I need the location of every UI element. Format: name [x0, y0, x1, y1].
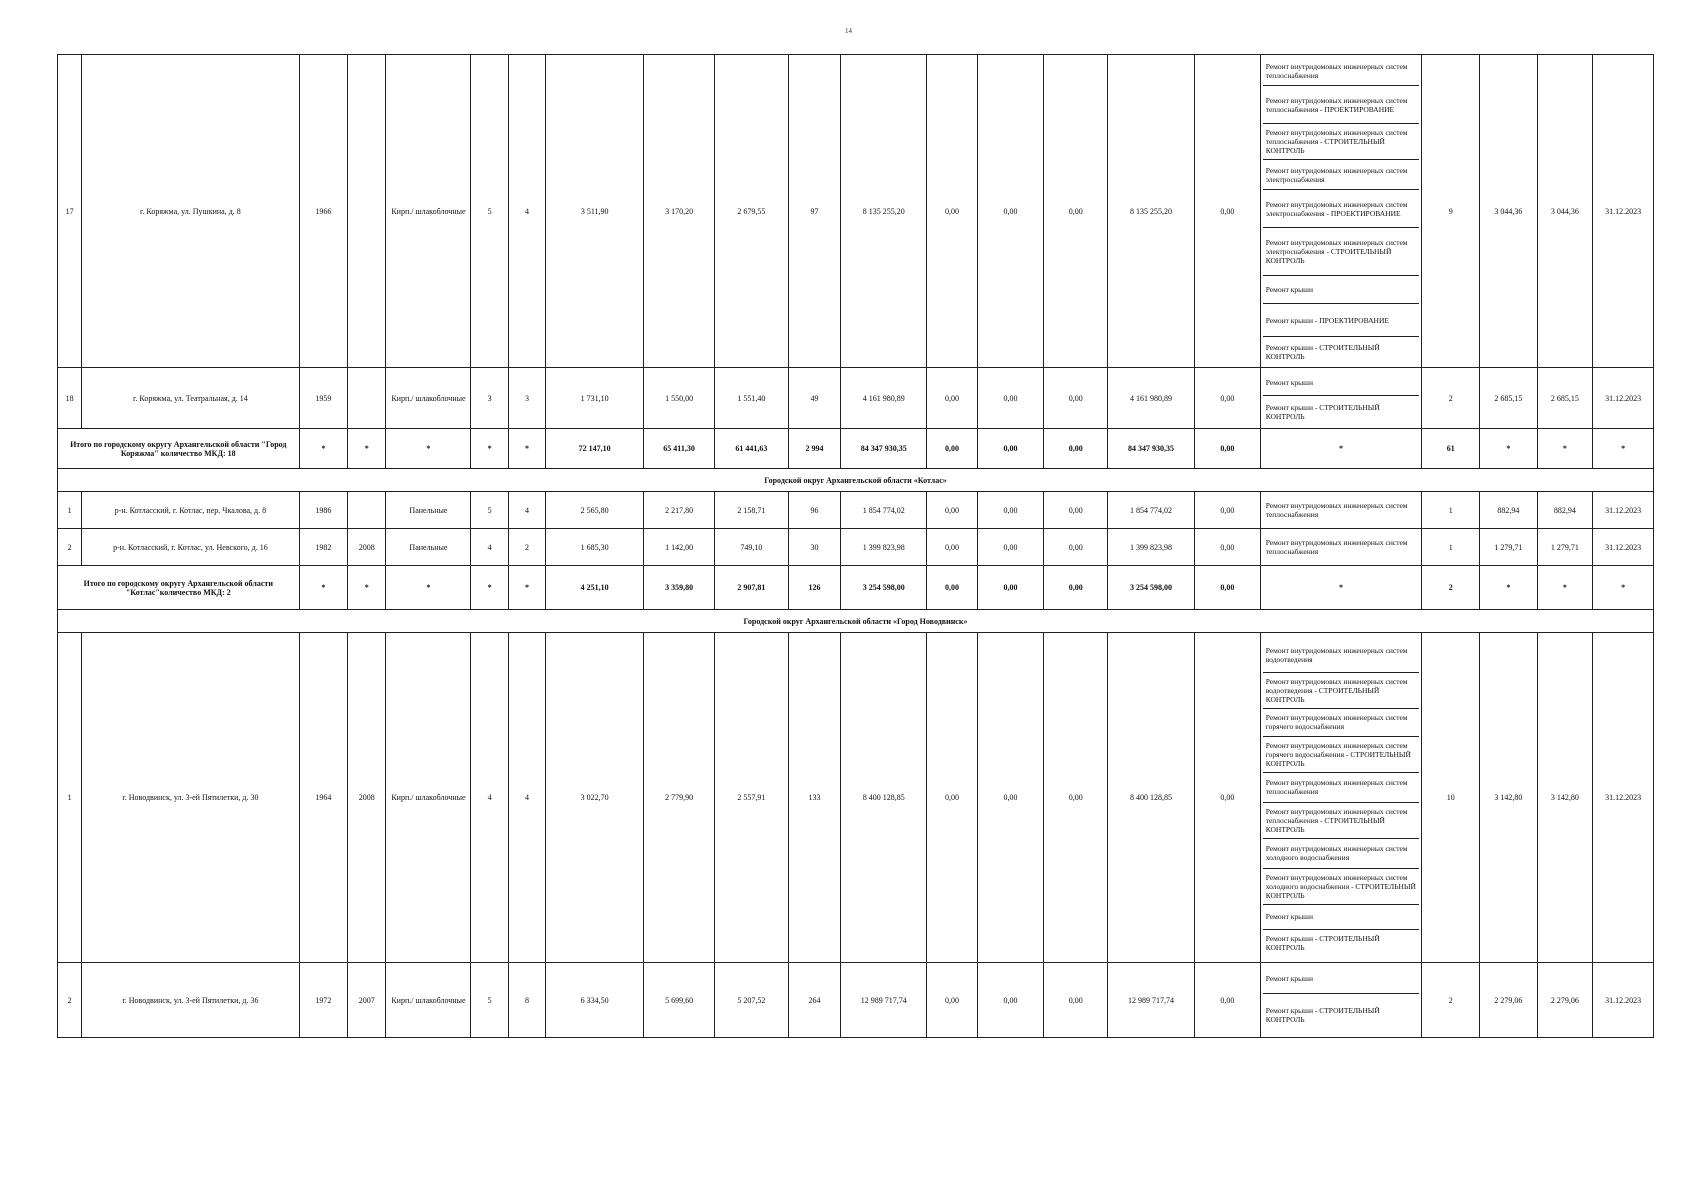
work-types-list [1263, 56, 1420, 366]
work-type-item [1263, 304, 1420, 337]
total-placeholder: * [299, 429, 348, 469]
total-deadline: * [1593, 429, 1654, 469]
fund-other: 0,00 [1195, 963, 1261, 1038]
floors-count: 4 [471, 633, 508, 963]
area-premises: 1 550,00 [644, 368, 715, 429]
total-area-total: 4 251,10 [546, 566, 644, 610]
work-type-item [1263, 773, 1420, 803]
fund-other: 0,00 [1195, 368, 1261, 429]
row-number: 1 [58, 492, 82, 529]
fund-subject: 0,00 [977, 529, 1044, 566]
unit-cost-limit: 3 044,36 [1537, 55, 1593, 368]
house-address: р-н. Котласский, г. Котлас, пер. Чкалова, д. 8 [82, 492, 299, 529]
wall-material: Панельные [386, 492, 471, 529]
work-type-item [1263, 160, 1420, 190]
work-type-label: Ремонт крыши - СТРОИТЕЛЬНЫЙ КОНТРОЛЬ [1265, 934, 1380, 952]
fund-owners: 12 989 717,74 [1108, 963, 1195, 1038]
work-types-list [1263, 964, 1420, 1036]
area-total: 3 022,70 [546, 633, 644, 963]
work-type-item [1263, 530, 1420, 564]
work-type-item [1263, 905, 1420, 930]
area-residential: 1 551,40 [714, 368, 788, 429]
work-type-label: Ремонт крыши - СТРОИТЕЛЬНЫЙ КОНТРОЛЬ [1265, 342, 1380, 361]
total-fund-other: 0,00 [1195, 566, 1261, 610]
work-type-label: Ремонт крыши [1265, 285, 1313, 294]
works-count: 2 [1422, 368, 1480, 429]
unit-cost-limit: 3 142,80 [1537, 633, 1593, 963]
total-row [58, 429, 1654, 469]
work-type-label: Ремонт внутридомовых инженерных систем водоотведения [1265, 646, 1408, 664]
total-area-premises: 65 411,30 [644, 429, 715, 469]
fund-owners: 1 399 823,98 [1108, 529, 1195, 566]
total-fund-fkr: 0,00 [927, 566, 978, 610]
house-row [58, 963, 1654, 1038]
work-type-label: Ремонт внутридомовых инженерных систем теплоснабжения - СТРОИТЕЛЬНЫЙ КОНТРОЛЬ [1265, 128, 1408, 155]
work-type-item [1263, 639, 1420, 673]
deadline: 31.12.2023 [1593, 529, 1654, 566]
work-type-label: Ремонт внутридомовых инженерных систем холодного водоснабжения [1265, 844, 1408, 862]
work-type-label: Ремонт внутридомовых инженерных систем холодного водоснабжения - СТРОИТЕЛЬНЫЙ КОНТРОЛЬ [1265, 872, 1416, 900]
fund-fkr: 0,00 [927, 633, 978, 963]
total-fund-local: 0,00 [1044, 429, 1108, 469]
year-built: 1966 [299, 55, 348, 368]
cost-total: 8 135 255,20 [841, 55, 927, 368]
fund-local: 0,00 [1044, 492, 1108, 529]
works-count: 1 [1422, 529, 1480, 566]
work-type-label: Ремонт внутридомовых инженерных систем электроснабжения - СТРОИТЕЛЬНЫЙ КОНТРОЛЬ [1265, 238, 1408, 265]
total-fund-other: 0,00 [1195, 429, 1261, 469]
total-label: Итого по городскому округу Архангельской области "Котлас"количество МКД: 2 [58, 566, 300, 610]
floors-count: 5 [471, 963, 508, 1038]
fund-fkr: 0,00 [927, 529, 978, 566]
year-reconstruction: 2007 [348, 963, 386, 1038]
fund-local: 0,00 [1044, 963, 1108, 1038]
work-type-label: Ремонт внутридомовых инженерных систем теплоснабжения [1265, 778, 1408, 796]
fund-other: 0,00 [1195, 492, 1261, 529]
total-works-mark: * [1260, 566, 1422, 610]
total-placeholder: * [386, 566, 471, 610]
unit-cost: 3 142,80 [1480, 633, 1538, 963]
fund-owners: 8 400 128,85 [1108, 633, 1195, 963]
floors-count: 5 [471, 492, 508, 529]
total-cost-total: 3 254 598,00 [841, 566, 927, 610]
deadline: 31.12.2023 [1593, 963, 1654, 1038]
work-type-item [1263, 673, 1420, 709]
fund-local: 0,00 [1044, 368, 1108, 429]
fund-owners: 1 854 774,02 [1108, 492, 1195, 529]
wall-material: Кирп./ шлакоблочные [386, 963, 471, 1038]
total-placeholder: * [348, 429, 386, 469]
total-deadline: * [1593, 566, 1654, 610]
area-residential: 2 158,71 [714, 492, 788, 529]
total-fund-owners: 3 254 598,00 [1108, 566, 1195, 610]
work-type-label: Ремонт внутридомовых инженерных систем теплоснабжения [1265, 61, 1408, 80]
residents-count: 97 [788, 55, 841, 368]
fund-owners: 8 135 255,20 [1108, 55, 1195, 368]
work-types-list [1263, 639, 1420, 957]
work-type-label: Ремонт внутридомовых инженерных систем теплоснабжения [1265, 538, 1408, 556]
total-area-residential: 2 907,81 [714, 566, 788, 610]
residents-count: 49 [788, 368, 841, 429]
fund-fkr: 0,00 [927, 55, 978, 368]
row-number: 18 [58, 368, 82, 429]
fund-subject: 0,00 [977, 963, 1044, 1038]
work-types-cell [1260, 368, 1422, 429]
fund-other: 0,00 [1195, 55, 1261, 368]
work-type-label: Ремонт крыши - СТРОИТЕЛЬНЫЙ КОНТРОЛЬ [1265, 1006, 1380, 1024]
wall-material: Кирп./ шлакоблочные [386, 633, 471, 963]
cost-total: 8 400 128,85 [841, 633, 927, 963]
wall-material: Кирп./ шлакоблочные [386, 368, 471, 429]
fund-fkr: 0,00 [927, 492, 978, 529]
area-residential: 5 207,52 [714, 963, 788, 1038]
work-type-label: Ремонт внутридомовых инженерных систем теплоснабжения [1265, 501, 1408, 519]
work-types-list [1263, 530, 1420, 564]
house-row [58, 492, 1654, 529]
unit-cost: 3 044,36 [1480, 55, 1538, 368]
work-types-cell [1260, 492, 1422, 529]
wall-material: Панельные [386, 529, 471, 566]
area-residential: 2 557,91 [714, 633, 788, 963]
year-built: 1964 [299, 633, 348, 963]
fund-subject: 0,00 [977, 368, 1044, 429]
work-type-item [1263, 396, 1420, 427]
work-type-item [1263, 994, 1420, 1036]
work-type-item [1263, 493, 1420, 527]
unit-cost-limit: 2 685,15 [1537, 368, 1593, 429]
year-reconstruction [348, 55, 386, 368]
unit-cost: 2 279,06 [1480, 963, 1538, 1038]
total-placeholder: * [471, 566, 508, 610]
row-number: 2 [58, 529, 82, 566]
work-type-item [1263, 56, 1420, 86]
area-premises: 2 779,90 [644, 633, 715, 963]
total-cost-total: 84 347 930,35 [841, 429, 927, 469]
area-total: 3 511,90 [546, 55, 644, 368]
fund-subject: 0,00 [977, 55, 1044, 368]
total-fund-owners: 84 347 930,35 [1108, 429, 1195, 469]
area-premises: 5 699,60 [644, 963, 715, 1038]
area-total: 2 565,80 [546, 492, 644, 529]
work-type-label: Ремонт внутридомовых инженерных систем электроснабжения [1265, 165, 1408, 184]
total-fund-subject: 0,00 [977, 566, 1044, 610]
residents-count: 133 [788, 633, 841, 963]
floors-count: 4 [471, 529, 508, 566]
house-row [58, 529, 1654, 566]
total-unit-cost-limit: * [1537, 429, 1593, 469]
work-type-item [1263, 930, 1420, 957]
works-count: 9 [1422, 55, 1480, 368]
work-type-label: Ремонт крыши [1265, 912, 1313, 921]
work-type-item [1263, 803, 1420, 839]
total-placeholder: * [508, 429, 545, 469]
unit-cost-limit: 2 279,06 [1537, 963, 1593, 1038]
total-fund-subject: 0,00 [977, 429, 1044, 469]
work-type-item [1263, 337, 1420, 366]
year-built: 1986 [299, 492, 348, 529]
work-types-cell [1260, 963, 1422, 1038]
total-placeholder: * [471, 429, 508, 469]
work-type-item [1263, 709, 1420, 737]
fund-other: 0,00 [1195, 529, 1261, 566]
work-type-label: Ремонт внутридомовых инженерных систем горячего водоснабжения - СТРОИТЕЛЬНЫЙ КОНТРОЛЬ [1265, 740, 1411, 768]
area-total: 1 731,10 [546, 368, 644, 429]
cost-total: 1 399 823,98 [841, 529, 927, 566]
year-built: 1959 [299, 368, 348, 429]
work-type-item [1263, 369, 1420, 396]
total-residents: 2 994 [788, 429, 841, 469]
page-number: 14 [845, 27, 852, 35]
work-type-label: Ремонт крыши - ПРОЕКТИРОВАНИЕ [1265, 315, 1389, 325]
area-premises: 1 142,00 [644, 529, 715, 566]
cost-total: 1 854 774,02 [841, 492, 927, 529]
cost-total: 4 161 980,89 [841, 368, 927, 429]
section-header-row [58, 610, 1654, 633]
year-reconstruction [348, 368, 386, 429]
wall-material: Кирп./ шлакоблочные [386, 55, 471, 368]
work-type-item [1263, 228, 1420, 276]
work-type-item [1263, 86, 1420, 124]
unit-cost-limit: 882,94 [1537, 492, 1593, 529]
works-count: 1 [1422, 492, 1480, 529]
deadline: 31.12.2023 [1593, 368, 1654, 429]
total-placeholder: * [386, 429, 471, 469]
area-total: 1 685,30 [546, 529, 644, 566]
fund-subject: 0,00 [977, 633, 1044, 963]
area-total: 6 334,50 [546, 963, 644, 1038]
work-type-item [1263, 276, 1420, 304]
floors-count: 3 [471, 368, 508, 429]
entrances-count: 4 [508, 55, 545, 368]
unit-cost-limit: 1 279,71 [1537, 529, 1593, 566]
total-works-count: 2 [1422, 566, 1480, 610]
work-type-label: Ремонт крыши - СТРОИТЕЛЬНЫЙ КОНТРОЛЬ [1265, 402, 1380, 421]
house-address: г. Новодвинск, ул. 3-ей Пятилетки, д. 36 [82, 963, 299, 1038]
entrances-count: 4 [508, 492, 545, 529]
residents-count: 96 [788, 492, 841, 529]
entrances-count: 3 [508, 368, 545, 429]
work-types-list [1263, 369, 1420, 427]
row-number: 1 [58, 633, 82, 963]
total-placeholder: * [299, 566, 348, 610]
work-type-label: Ремонт внутридомовых инженерных систем горячего водоснабжения [1265, 713, 1408, 731]
residents-count: 264 [788, 963, 841, 1038]
total-fund-local: 0,00 [1044, 566, 1108, 610]
year-reconstruction: 2008 [348, 529, 386, 566]
total-label: Итого по городскому округу Архангельской области "Город Коряжма" количество МКД: 18 [58, 429, 300, 469]
works-count: 10 [1422, 633, 1480, 963]
house-address: р-н. Котласский, г. Котлас, ул. Невского, д. 16 [82, 529, 299, 566]
entrances-count: 4 [508, 633, 545, 963]
fund-local: 0,00 [1044, 55, 1108, 368]
cost-total: 12 989 717,74 [841, 963, 927, 1038]
area-residential: 749,10 [714, 529, 788, 566]
register-body [58, 55, 1654, 1038]
work-type-label: Ремонт внутридомовых инженерных систем водоотведения - СТРОИТЕЛЬНЫЙ КОНТРОЛЬ [1265, 676, 1408, 704]
year-built: 1982 [299, 529, 348, 566]
works-count: 2 [1422, 963, 1480, 1038]
work-type-label: Ремонт внутридомовых инженерных систем теплоснабжения - ПРОЕКТИРОВАНИЕ [1265, 95, 1408, 114]
total-placeholder: * [348, 566, 386, 610]
section-title: Городской округ Архангельской области «Котлас» [58, 469, 1654, 492]
house-row [58, 368, 1654, 429]
total-area-total: 72 147,10 [546, 429, 644, 469]
house-address: г. Коряжма, ул. Театральная, д. 14 [82, 368, 299, 429]
entrances-count: 2 [508, 529, 545, 566]
work-type-item [1263, 737, 1420, 773]
year-built: 1972 [299, 963, 348, 1038]
house-row [58, 55, 1654, 368]
work-types-list [1263, 493, 1420, 527]
year-reconstruction: 2008 [348, 633, 386, 963]
total-works-mark: * [1260, 429, 1422, 469]
work-type-item [1263, 124, 1420, 160]
total-unit-cost-limit: * [1537, 566, 1593, 610]
area-residential: 2 679,55 [714, 55, 788, 368]
deadline: 31.12.2023 [1593, 633, 1654, 963]
total-residents: 126 [788, 566, 841, 610]
work-type-label: Ремонт крыши [1265, 377, 1313, 387]
residents-count: 30 [788, 529, 841, 566]
deadline: 31.12.2023 [1593, 55, 1654, 368]
work-types-cell [1260, 55, 1422, 368]
entrances-count: 8 [508, 963, 545, 1038]
house-address: г. Новодвинск, ул. 3-ей Пятилетки, д. 30 [82, 633, 299, 963]
fund-owners: 4 161 980,89 [1108, 368, 1195, 429]
total-area-residential: 61 441,63 [714, 429, 788, 469]
work-type-item [1263, 839, 1420, 869]
row-number: 17 [58, 55, 82, 368]
work-type-item [1263, 964, 1420, 994]
deadline: 31.12.2023 [1593, 492, 1654, 529]
total-works-count: 61 [1422, 429, 1480, 469]
section-title: Городской округ Архангельской области «Город Новодвинск» [58, 610, 1654, 633]
work-types-cell [1260, 633, 1422, 963]
work-type-label: Ремонт внутридомовых инженерных систем электроснабжения - ПРОЕКТИРОВАНИЕ [1265, 199, 1408, 218]
work-type-label: Ремонт внутридомовых инженерных систем теплоснабжения - СТРОИТЕЛЬНЫЙ КОНТРОЛЬ [1265, 806, 1408, 834]
area-premises: 2 217,80 [644, 492, 715, 529]
fund-other: 0,00 [1195, 633, 1261, 963]
fund-fkr: 0,00 [927, 963, 978, 1038]
house-row [58, 633, 1654, 963]
year-reconstruction [348, 492, 386, 529]
work-types-cell [1260, 529, 1422, 566]
work-type-item [1263, 869, 1420, 905]
total-fund-fkr: 0,00 [927, 429, 978, 469]
total-placeholder: * [508, 566, 545, 610]
fund-local: 0,00 [1044, 529, 1108, 566]
work-type-item [1263, 190, 1420, 228]
fund-subject: 0,00 [977, 492, 1044, 529]
section-header-row [58, 469, 1654, 492]
total-area-premises: 3 359,80 [644, 566, 715, 610]
total-row [58, 566, 1654, 610]
house-address: г. Коряжма, ул. Пушкина, д. 8 [82, 55, 299, 368]
unit-cost: 882,94 [1480, 492, 1538, 529]
row-number: 2 [58, 963, 82, 1038]
total-unit-cost: * [1480, 429, 1538, 469]
floors-count: 5 [471, 55, 508, 368]
unit-cost: 2 685,15 [1480, 368, 1538, 429]
fund-fkr: 0,00 [927, 368, 978, 429]
fund-local: 0,00 [1044, 633, 1108, 963]
unit-cost: 1 279,71 [1480, 529, 1538, 566]
total-unit-cost: * [1480, 566, 1538, 610]
area-premises: 3 170,20 [644, 55, 715, 368]
work-type-label: Ремонт крыши [1265, 974, 1313, 983]
repair-register-table [57, 54, 1654, 1038]
